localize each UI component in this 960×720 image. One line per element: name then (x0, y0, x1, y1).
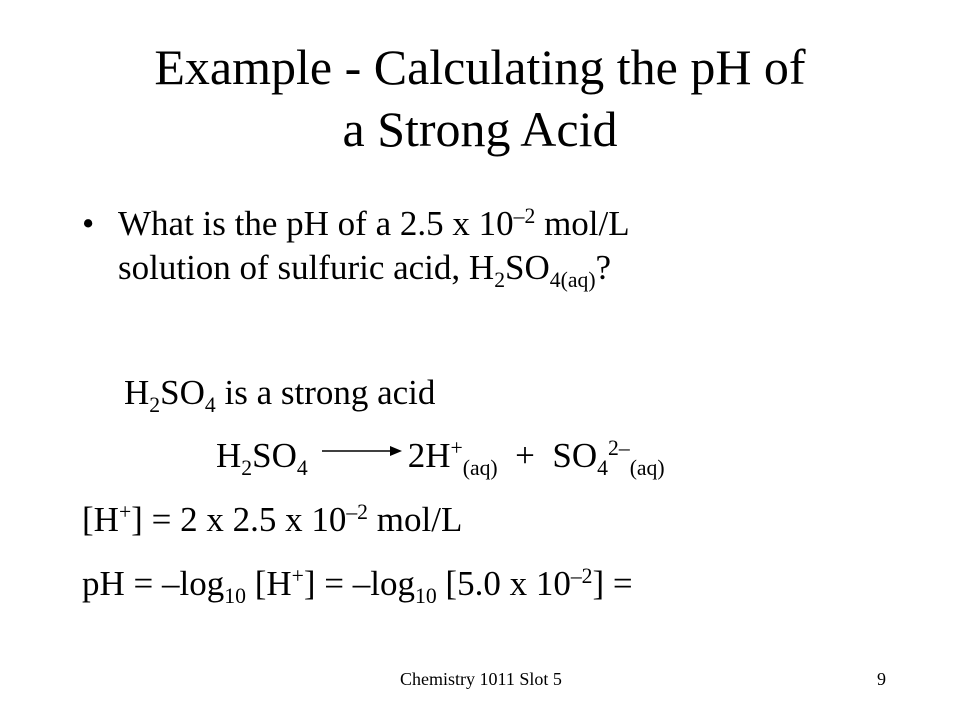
reactant: $H_2SO_4$ (216, 436, 308, 480)
hydrogen-ion-concentration: [H+] = 2 x 2.5 x $10^{-2}$ mol/L (82, 500, 463, 539)
dissociation-equation: $H_2SO_4$ $2H^+_{(aq)} + SO_4^{2-}_{(aq)}$ (216, 436, 665, 480)
product-sulfate-ion: $SO_4^{2-}_{(aq)}$ (552, 436, 665, 480)
title-line-1: Example - Calculating the pH of (154, 39, 806, 95)
strong-acid-statement: $H_2SO_4$ is a strong acid (124, 373, 436, 417)
title-line-2: a Strong Acid (342, 101, 618, 157)
question-line-1: What is the pH of a 2.5 x $10^{-2}$ mol/L (118, 204, 630, 243)
bullet-icon: • (82, 204, 95, 243)
product-hydrogen-ion: $2H^+_{(aq)}$ (407, 436, 498, 480)
slide-title (0, 36, 960, 160)
ph-calculation: pH = $-\log_{10}$ $[H^+] = -\log_{10}$ [5.0 x $10^{-2}$] = (82, 564, 633, 608)
footer-course: Chemistry 1011 Slot 5 (400, 669, 562, 689)
footer-page-number: 9 (877, 669, 886, 689)
question-line-2: solution of sulfuric acid, $H_2SO_{4(aq)}$? (118, 248, 612, 292)
right-arrow-icon (322, 443, 402, 459)
